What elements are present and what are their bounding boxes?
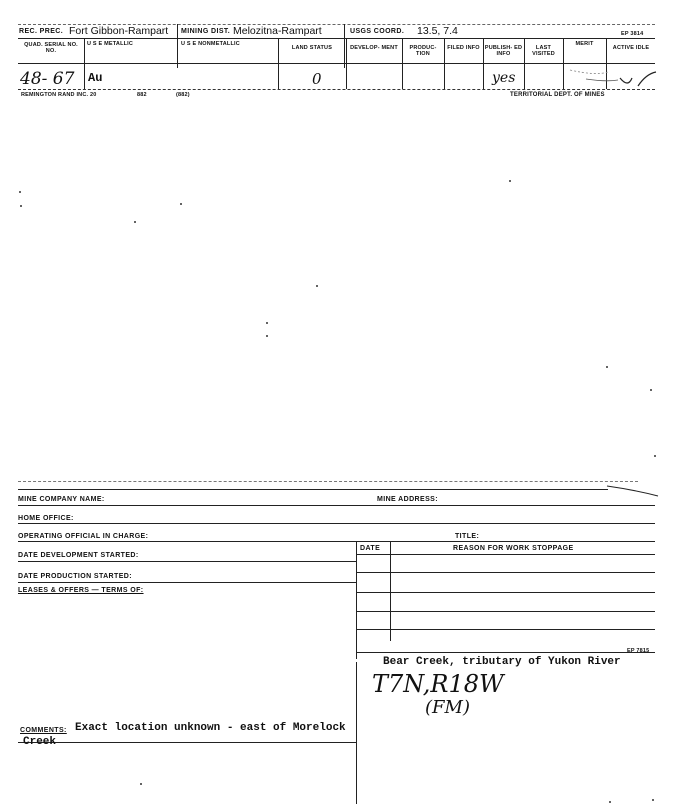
usgs-coord-value: 13.5, 7.4 [417, 25, 458, 37]
department-name: TERRITORIAL DEPT. OF MINES [510, 92, 605, 98]
home-office-label: HOME OFFICE: [18, 515, 74, 522]
col-merit: MERIT [575, 41, 594, 47]
rec-prec-label: REC. PREC. [19, 28, 64, 35]
meridian-handwritten: (FM) [425, 697, 470, 718]
mine-address-label: MINE ADDRESS: [377, 496, 438, 503]
mining-dist-value: Melozitna-Rampart [233, 25, 322, 37]
header-bottom-rule [18, 38, 655, 39]
col-development: DEVELOP- MENT [350, 45, 398, 51]
merit-scribble [566, 66, 658, 90]
land-status-value: 0 [312, 70, 322, 88]
col-active-idle: ACTIVE IDLE [612, 45, 650, 51]
serial-value: 48- 67 [20, 69, 75, 89]
title-label: TITLE: [455, 533, 480, 540]
leases-label: LEASES & OFFERS — TERMS OF: [18, 587, 144, 594]
comments-line-1: Exact location unknown - east of Morelock [75, 722, 346, 734]
col-published-info: PUBLISH- ED INFO [484, 45, 523, 57]
comments-line-2: Creek [23, 736, 57, 748]
dev-started-label: DATE DEVELOPMENT STARTED: [18, 552, 139, 559]
col-land-status: LAND STATUS [291, 45, 333, 51]
mine-company-label: MINE COMPANY NAME: [18, 496, 105, 503]
mining-dist-label: MINING DIST. [181, 28, 231, 35]
imprint-code-2: (882) [176, 92, 190, 98]
date-column-label: DATE [360, 545, 381, 552]
published-value: yes [492, 70, 516, 86]
reason-column-label: REASON FOR WORK STOPPAGE [453, 545, 574, 552]
col-quad-serial: QUAD. SERIAL NO. NO. [24, 42, 78, 54]
location-note: Bear Creek, tributary of Yukon River [383, 656, 621, 668]
col-production: PRODUC- TION [409, 45, 437, 57]
imprint-code: 882 [137, 92, 147, 98]
prod-started-label: DATE PRODUCTION STARTED: [18, 573, 132, 580]
rec-prec-value: Fort Gibbon-Rampart [69, 25, 169, 37]
col-filed-info: FILED INFO [447, 45, 480, 51]
printer-imprint: REMINGTON RAND INC. 20 [21, 92, 97, 98]
col-nonmetallic: U S E NONMETALLIC [181, 41, 240, 47]
metallic-value: Au [88, 71, 103, 85]
col-last-visited: LAST VISITED [532, 45, 555, 57]
form-code-2: EP 7815 [627, 648, 650, 654]
form-code: EP 3814 [621, 31, 644, 37]
col-metallic: U S E METALLIC [87, 41, 134, 47]
usgs-coord-label: USGS COORD. [350, 28, 405, 35]
comments-label: COMMENTS: [20, 727, 67, 734]
township-range-handwritten: T7N,R18W [372, 670, 504, 698]
operating-official-label: OPERATING OFFICIAL IN CHARGE: [18, 533, 149, 540]
